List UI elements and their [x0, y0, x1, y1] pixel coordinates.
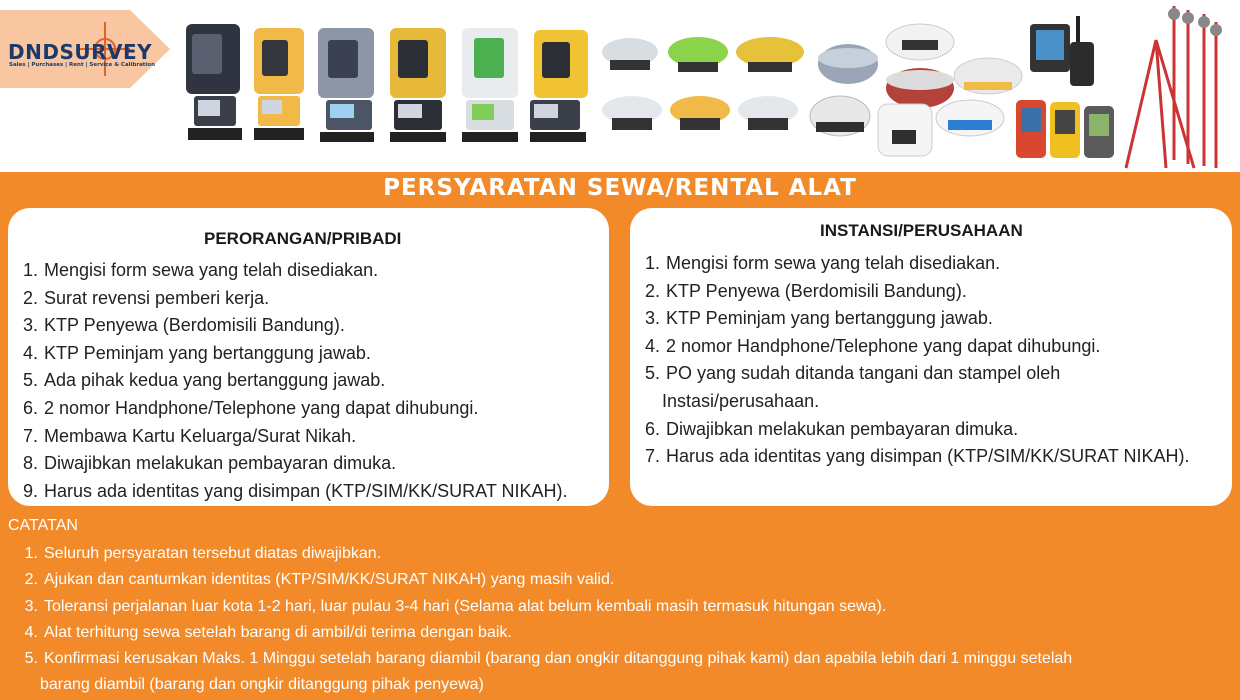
list-item	[16, 395, 568, 423]
list-item	[16, 450, 568, 478]
list-item-number: 7.	[22, 425, 38, 446]
list-item	[638, 416, 1190, 444]
list-item	[16, 423, 568, 451]
company-heading: INSTANSI/PERUSAHAAN	[820, 221, 1023, 240]
list-item-number: 3.	[644, 308, 660, 329]
list-item-number: 1.	[24, 545, 38, 562]
list-item-number: 2.	[24, 571, 38, 589]
list-item-text: Ada pihak kedua yang bertanggung jawab.	[44, 370, 386, 391]
list-item-number: 8.	[22, 453, 38, 474]
list-item	[638, 443, 1190, 471]
list-item-number: 5.	[22, 370, 38, 391]
list-item-number: 4.	[24, 623, 38, 641]
list-item	[16, 285, 568, 313]
company-requirements-card	[630, 208, 1232, 506]
list-item-text: KTP Penyewa (Berdomisili Bandung).	[666, 280, 967, 301]
auto-levels-image	[598, 30, 812, 156]
list-item	[16, 257, 568, 285]
list-item-number: 2.	[22, 287, 38, 308]
list-item-text: 2 nomor Handphone/Telephone yang dapat dihubungi.	[44, 397, 479, 418]
list-item	[16, 367, 568, 395]
list-item-number: 4.	[22, 342, 38, 363]
list-item	[638, 360, 1190, 415]
personal-list	[16, 257, 568, 505]
list-item-number: 1.	[22, 260, 38, 280]
notes-heading: CATATAN	[8, 517, 78, 534]
list-item-text: Harus ada identitas yang disimpan (KTP/SIM/KK/SURAT NIKAH).	[666, 446, 1190, 467]
handheld-gps-image	[1010, 14, 1120, 160]
list-item-text: KTP Penyewa (Berdomisili Bandung).	[44, 315, 345, 336]
list-item-text: Diwajibkan melakukan pembayaran dimuka.	[666, 418, 1019, 439]
prism-poles-image	[1116, 0, 1240, 172]
list-item-text: Konfirmasi kerusakan Maks. 1 Minggu setelah barang diambil (barang dan ongkir ditanggung pihak kami) dan apabila lebih dari 1 minggu setelah	[44, 650, 1073, 668]
list-item-text: KTP Peminjam yang bertanggung jawab.	[44, 342, 371, 363]
list-item-text: Seluruh persyaratan tersebut diatas diwajibkan.	[44, 545, 382, 562]
list-item-number: 6.	[644, 418, 660, 439]
list-item-text: Diwajibkan melakukan pembayaran dimuka.	[44, 453, 397, 474]
list-item-text: PO yang sudah ditanda tangani dan stampel oleh	[666, 363, 1061, 384]
personal-heading: PERORANGAN/PRIBADI	[204, 229, 402, 248]
list-item-continuation: barang diambil (barang dan ongkir ditanggung pihak penyewa)	[40, 676, 484, 694]
list-item	[16, 478, 568, 506]
brand-tagline: Sales | Purchases | Rent | Service & Calibration	[9, 62, 155, 68]
list-item-number: 3.	[22, 315, 38, 336]
list-item-number: 7.	[644, 446, 660, 467]
brand-name: DNDSURVEY	[8, 40, 153, 64]
list-item-number: 9.	[22, 480, 38, 501]
list-item	[638, 305, 1190, 333]
list-item-number: 1.	[644, 253, 660, 273]
personal-requirements-card	[8, 208, 609, 506]
notes-list	[8, 541, 1072, 699]
gnss-receivers-image	[808, 18, 1030, 160]
notes-section	[8, 517, 1072, 699]
list-item-text: Ajukan dan cantumkan identitas (KTP/SIM/KK/SURAT NIKAH) yang masih valid.	[44, 571, 615, 589]
list-item-text: Toleransi perjalanan luar kota 1-2 hari, luar pulau 3-4 hari (Selama alat belum kembali masih termasuk hitungan sewa).	[44, 597, 887, 615]
total-stations-image	[178, 16, 608, 156]
list-item	[638, 278, 1190, 306]
list-item	[8, 620, 1072, 646]
list-item-text: 2 nomor Handphone/Telephone yang dapat dihubungi.	[666, 335, 1101, 356]
list-item	[8, 646, 1072, 699]
list-item-number: 3.	[24, 597, 38, 615]
list-item	[16, 312, 568, 340]
company-list	[638, 250, 1190, 471]
equipment-banner	[0, 0, 1240, 172]
list-item-text: Harus ada identitas yang disimpan (KTP/SIM/KK/SURAT NIKAH).	[44, 480, 568, 501]
list-item-text: Mengisi form sewa yang telah disediakan.	[666, 253, 1001, 273]
list-item-continuation: Instasi/perusahaan.	[662, 390, 820, 411]
list-item	[8, 567, 1072, 593]
list-item-number: 2.	[644, 280, 660, 301]
list-item-text: Mengisi form sewa yang telah disediakan.	[44, 260, 379, 280]
list-item	[638, 250, 1190, 278]
list-item	[8, 594, 1072, 620]
list-item	[16, 340, 568, 368]
list-item-number: 5.	[644, 363, 660, 384]
list-item-number: 4.	[644, 335, 660, 356]
list-item-number: 6.	[22, 397, 38, 418]
page-title: PERSYARATAN SEWA/RENTAL ALAT	[383, 175, 857, 201]
list-item-text: Membawa Kartu Keluarga/Surat Nikah.	[44, 425, 357, 446]
list-item-number: 5.	[24, 650, 38, 668]
list-item-text: Alat terhitung sewa setelah barang di ambil/di terima dengan baik.	[44, 623, 512, 641]
list-item-text: KTP Peminjam yang bertanggung jawab.	[666, 308, 993, 329]
list-item	[8, 541, 1072, 567]
list-item	[638, 333, 1190, 361]
list-item-text: Surat revensi pemberi kerja.	[44, 287, 270, 308]
